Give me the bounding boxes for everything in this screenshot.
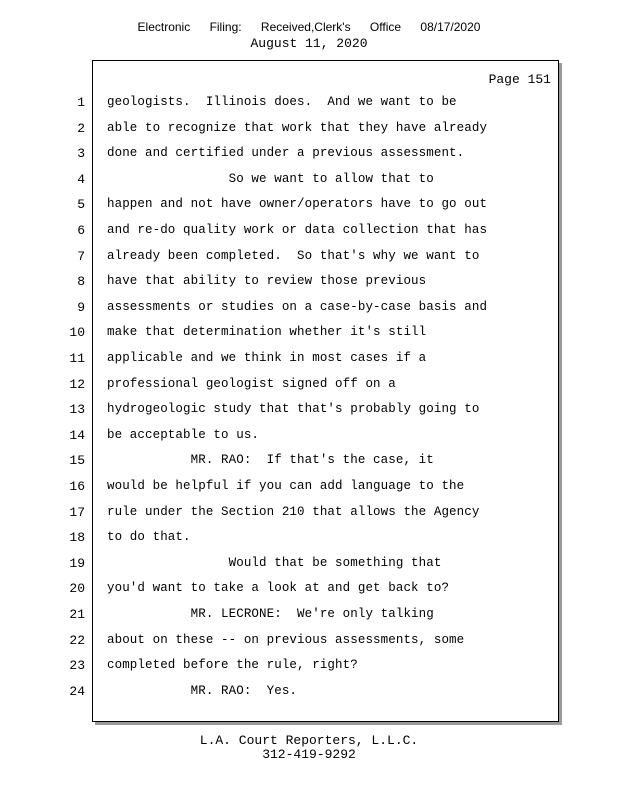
line-number: 24 <box>69 683 85 699</box>
line-text: MR. RAO: If that's the case, it <box>107 453 434 468</box>
transcript-line <box>0 453 618 473</box>
line-text: MR. RAO: Yes. <box>107 683 298 698</box>
transcript-line <box>0 249 618 269</box>
line-number: 10 <box>69 325 85 341</box>
line-number: 21 <box>69 607 85 622</box>
line-text: be acceptable to us. <box>107 427 260 442</box>
line-text: So we want to allow that to <box>107 171 434 186</box>
transcript-line <box>0 121 618 141</box>
filing-stamp <box>0 20 618 34</box>
line-text: Would that be something that <box>107 555 442 570</box>
line-text: have that ability to review those previous <box>107 274 427 289</box>
stamp-word: Received,Clerk's <box>260 20 351 34</box>
transcript-line <box>0 146 618 166</box>
line-text: completed before the rule, right? <box>107 658 358 673</box>
transcript-line <box>0 325 618 345</box>
line-number: 7 <box>77 248 85 264</box>
reporter-phone: 312-419-9292 <box>262 747 356 762</box>
line-text: professional geologist signed off on a <box>107 376 396 391</box>
transcript-line <box>0 607 618 627</box>
line-number: 14 <box>69 427 85 443</box>
line-number: 23 <box>69 658 85 674</box>
line-text: already been completed. So that's why we want to <box>107 248 480 263</box>
transcript-line <box>0 377 618 397</box>
line-number: 2 <box>77 120 85 136</box>
line-number: 12 <box>69 376 85 392</box>
line-text: applicable and we think in most cases if a <box>107 351 427 365</box>
line-number: 5 <box>77 197 85 213</box>
stamp-word: Electronic <box>137 20 191 34</box>
reporter-company: L.A. Court Reporters, L.L.C. <box>199 733 419 748</box>
transcript-line <box>0 658 618 678</box>
line-number: 9 <box>77 299 85 315</box>
line-text: rule under the Section 210 that allows the Agency <box>107 504 480 519</box>
transcript-line <box>0 479 618 499</box>
line-number: 11 <box>69 351 85 366</box>
transcript-line <box>0 428 618 448</box>
line-text: would be helpful if you can add language to the <box>107 479 465 493</box>
line-number: 22 <box>69 632 85 648</box>
line-text: done and certified under a previous assessment. <box>107 146 465 161</box>
transcript-line <box>0 581 618 601</box>
transcript-line <box>0 402 618 422</box>
line-number: 4 <box>77 171 85 187</box>
line-text: make that determination whether it's still <box>107 325 427 340</box>
line-number: 1 <box>77 95 85 110</box>
transcript-line <box>0 530 618 550</box>
line-number: 13 <box>69 402 85 418</box>
line-text: and re-do quality work or data collection that has <box>107 223 488 237</box>
line-number: 8 <box>77 274 85 290</box>
page-number: Page 151 <box>488 72 551 87</box>
transcript-line <box>0 274 618 294</box>
line-number: 6 <box>77 223 85 238</box>
line-text: to do that. <box>107 530 191 545</box>
transcript-line <box>0 505 618 525</box>
transcript-line <box>0 556 618 576</box>
line-text: geologists. Illinois does. And we want to be <box>107 95 457 109</box>
line-text: MR. LECRONE: We're only talking <box>107 607 434 621</box>
line-number: 3 <box>77 146 85 162</box>
line-number: 20 <box>69 581 85 597</box>
line-number: 15 <box>69 453 85 469</box>
line-text: you'd want to take a look at and get back to? <box>107 581 450 596</box>
transcript-line <box>0 684 618 704</box>
transcript-line <box>0 197 618 217</box>
line-number: 16 <box>69 479 85 494</box>
line-number: 19 <box>69 555 85 571</box>
line-text: hydrogeologic study that that's probably going to <box>107 402 480 417</box>
transcript-line <box>0 351 618 371</box>
transcript-line <box>0 95 618 115</box>
transcript-line <box>0 172 618 192</box>
line-number: 18 <box>69 530 85 546</box>
hearing-date: August 11, 2020 <box>250 36 368 51</box>
line-number: 17 <box>69 504 85 520</box>
stamp-word: 08/17/2020 <box>420 20 481 34</box>
stamp-word: Office <box>369 20 402 34</box>
line-text: about on these -- on previous assessments, some <box>107 632 465 647</box>
line-text: happen and not have owner/operators have to go out <box>107 197 488 212</box>
line-text: assessments or studies on a case-by-case basis and <box>107 299 488 314</box>
line-text: able to recognize that work that they have already <box>107 120 488 135</box>
transcript-line <box>0 633 618 653</box>
transcript-line <box>0 223 618 243</box>
stamp-word: Filing: <box>209 20 242 34</box>
transcript-line <box>0 300 618 320</box>
